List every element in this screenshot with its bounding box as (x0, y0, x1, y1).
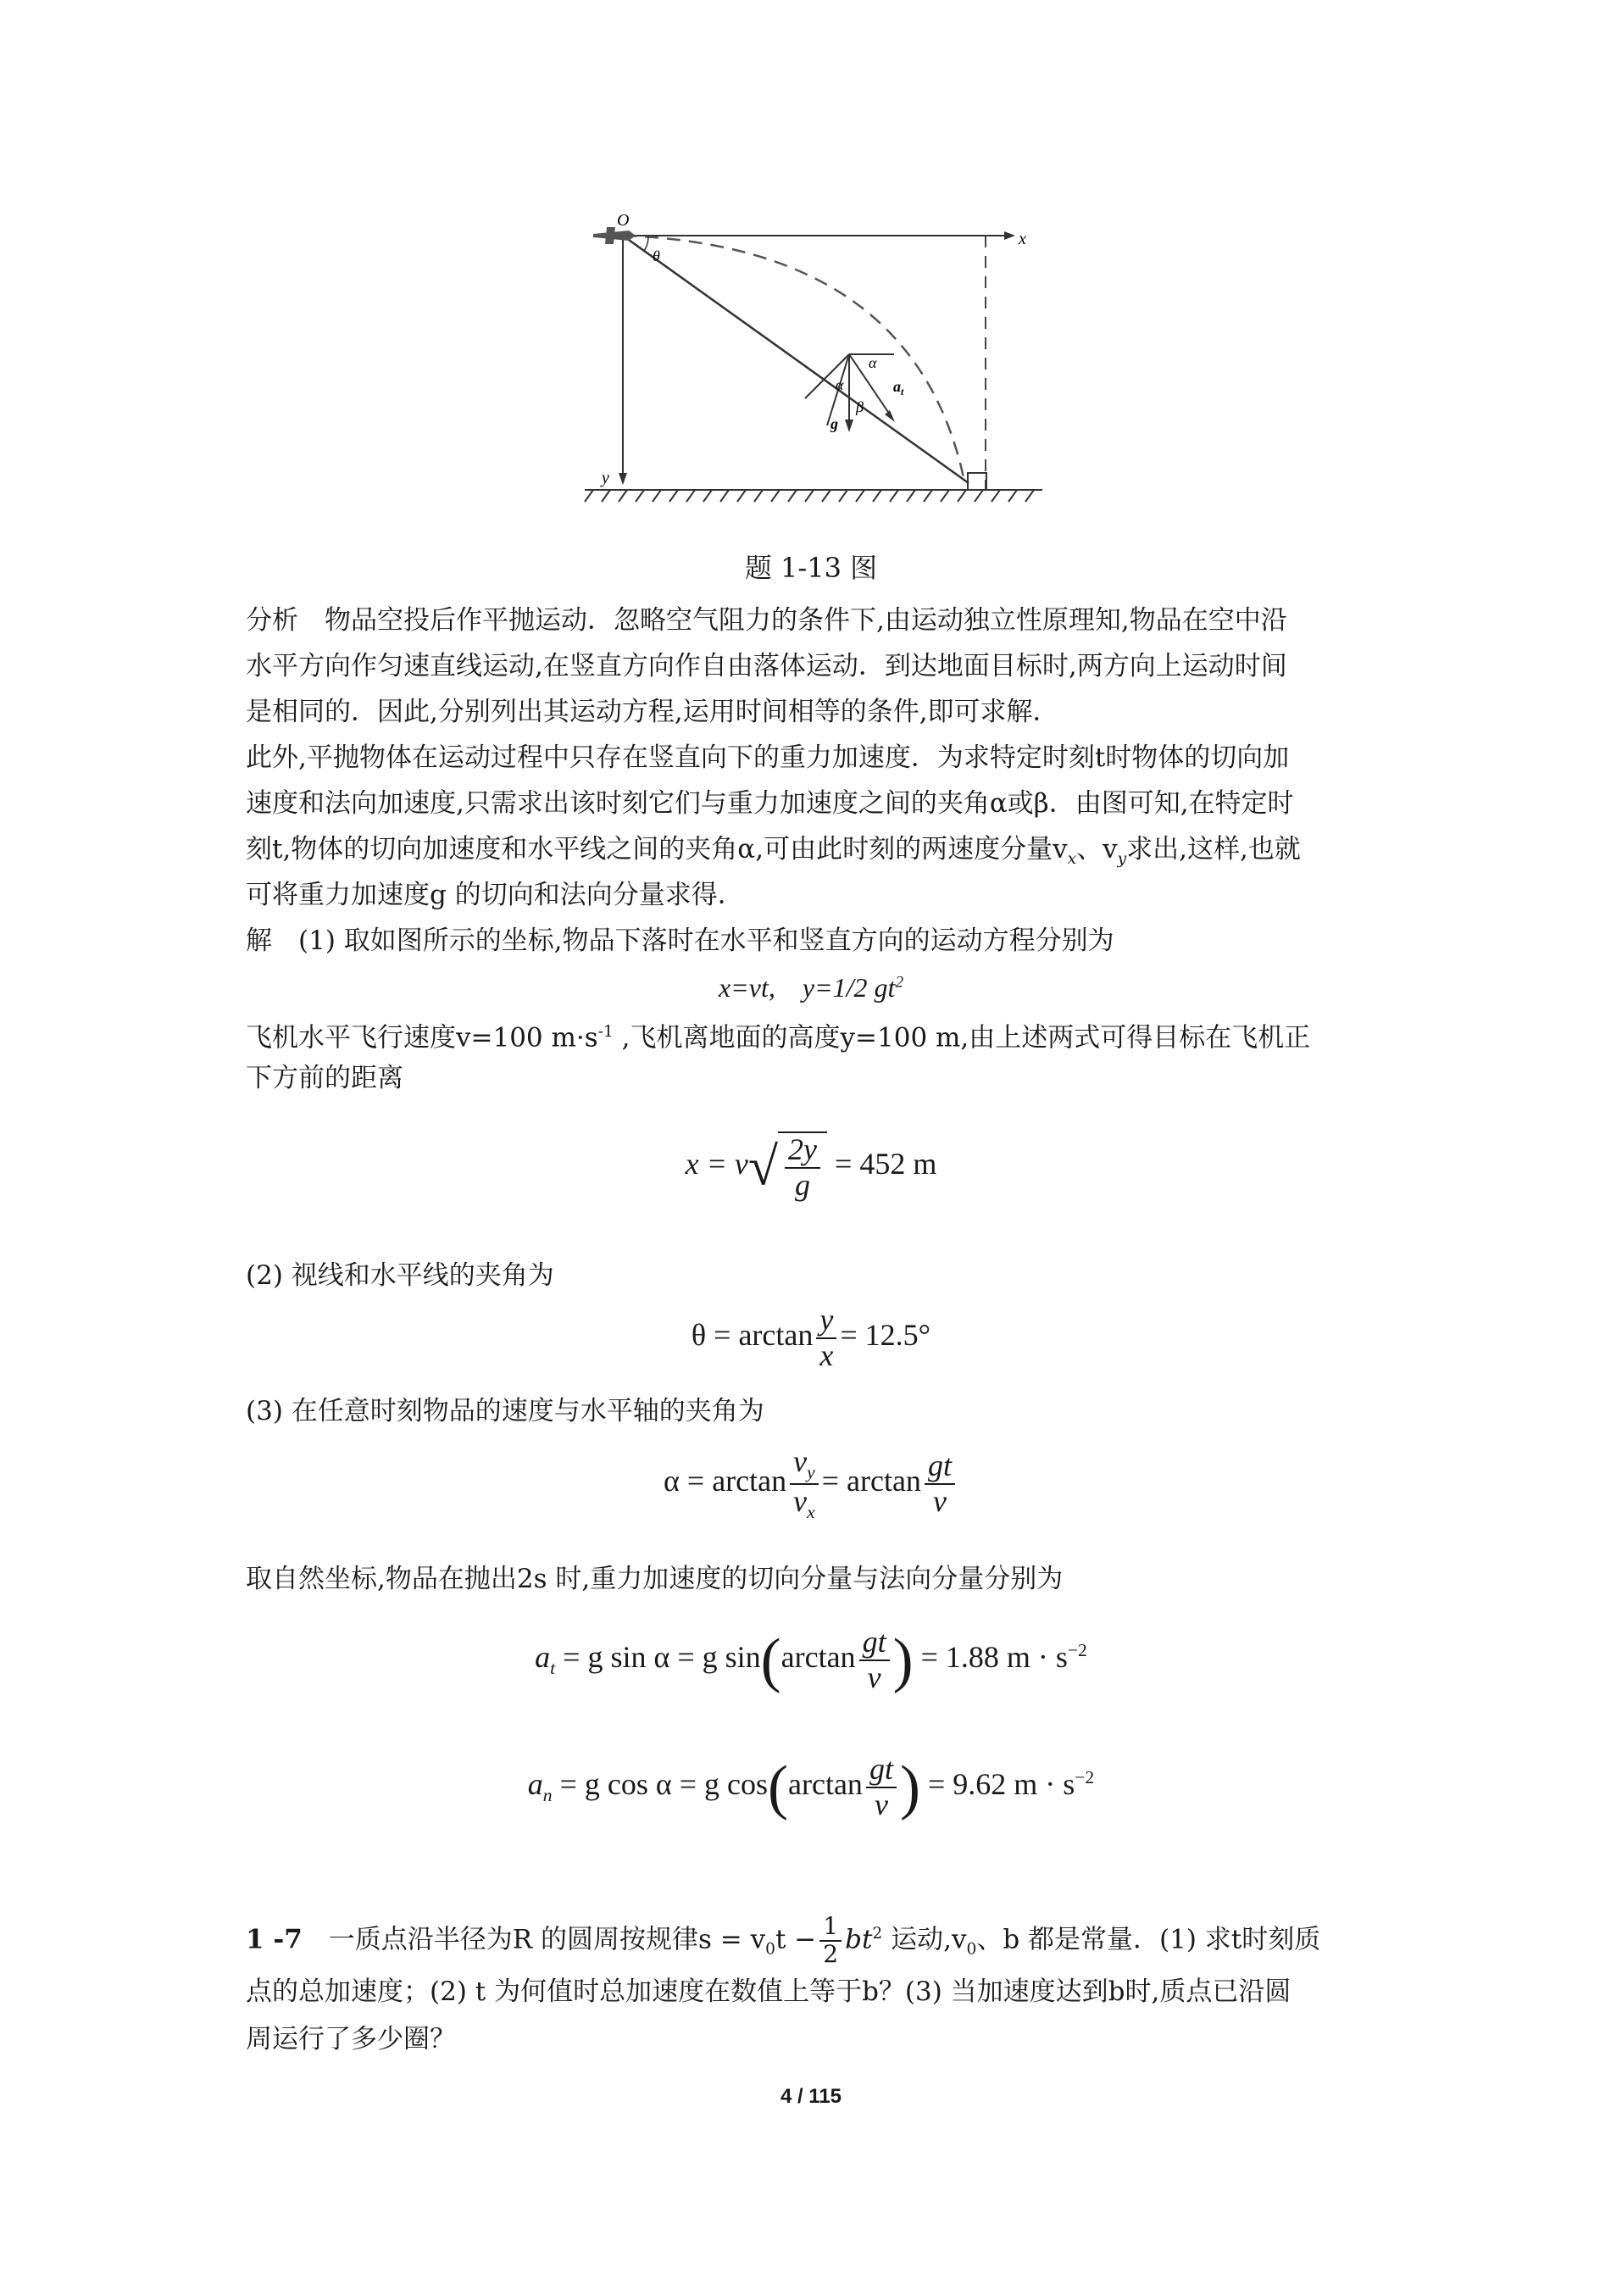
x-axis-label: x (1019, 230, 1026, 248)
analysis-line-7: 可将重力加速度g 的切向和法向分量求得． (246, 880, 744, 910)
y-axis-label: y (602, 469, 609, 487)
ground (585, 490, 1042, 502)
sight-line (623, 236, 969, 483)
given-line-2: 下方前的距离 (246, 1063, 403, 1093)
projectile-figure (576, 203, 1051, 517)
g-label: g (830, 415, 838, 432)
airplane-icon (593, 227, 636, 244)
tangential-equation: $a_t = g$ sin α = g sin(arctan $\frac{gt}{v}$ ) = 1.88 $m \cdot s^{-2}$ (535, 1625, 1087, 1694)
analysis-line-1: 分析 物品空投后作平抛运动．忽略空气阻力的条件下,由运动独立性原理知,物品在空中沿 (246, 605, 1287, 636)
motion-equation: x=vt, y=1/2 $gt^2$ (718, 972, 904, 1003)
x-axis-arrow (1004, 231, 1015, 240)
problem-line-1: 1 -7 一质点沿半径为R 的圆周按规律$s = v_0t$ − $\frac{1}{2}$ $bt^2$ 运动$,v_0$、b 都是常量．(1) 求t时刻质 (246, 1912, 1321, 1968)
theta-label: θ (653, 247, 660, 264)
y-axis-arrow (619, 473, 627, 485)
figure-caption: 题 1-13 图 (744, 552, 878, 584)
at-arrow (885, 410, 895, 422)
analysis-line-5: 速度和法向加速度,只需求出该时刻它们与重力加速度之间的夹角α或β．由图可知,在特定时 (246, 788, 1294, 819)
acceleration-vectors (805, 354, 894, 425)
analysis-line-4: 此外,平抛物体在运动过程中只存在竖直向下的重力加速度．为求特定时刻t时物体的切向加 (246, 742, 1290, 773)
solution-line-1: 解 (1) 取如图所示的坐标,物品下落时在水平和竖直方向的运动方程分别为 (246, 926, 1114, 956)
alpha-left-label: α (836, 376, 844, 393)
page-number: 4 / 115 (780, 2085, 842, 2108)
at-label: $a_t$ (893, 378, 904, 397)
alpha-equation: α = arctan $\frac{v_y}{v_x}$ = arctan $\frac{gt}{v}$ (0, 1445, 1622, 1523)
part-3-text: (3) 在任意时刻物品的速度与水平轴的夹角为 (246, 1396, 764, 1426)
problem-line-2: 点的总加速度；(2) t 为何值时总加速度在数值上等于b？(3) 当加速度达到b时,质点已沿圆 (246, 1976, 1291, 2007)
natural-coords-text: 取自然坐标,物品在抛出2s 时,重力加速度的切向分量与法向分量分别为 (246, 1564, 1064, 1594)
beta-label: β (856, 398, 864, 415)
alpha-top-label: α (869, 354, 877, 371)
normal-equation: $a_n = g$ cos α = g cos(arctan $\frac{gt}{v}$ ) = 9.62 $m \cdot s^{-2}$ (527, 1752, 1095, 1821)
problem-line-3: 周运行了多少圈？ (246, 2024, 456, 2054)
theta-arc (644, 236, 648, 251)
origin-label: O (617, 211, 630, 230)
theta-equation: θ = arctan $\frac{y}{x}$ = 12.5° (691, 1303, 931, 1372)
analysis-line-6: 刻t,物体的切向加速度和水平线之间的夹角α,可由此时刻的两速度分量$v_x$、$v_y$求出,这样,也就 (246, 834, 1301, 869)
analysis-line-2: 水平方向作匀速直线运动,在竖直方向作自由落体运动．到达地面目标时,两方向上运动时间 (246, 651, 1287, 681)
given-line-1: 飞机水平飞行速度v=100 $m\cdot s^{-1}$ ,飞机离地面的高度y=100 m,由上述两式可得目标在飞机正 (246, 1022, 1311, 1053)
part-2-text: (2) 视线和水平线的夹角为 (246, 1260, 554, 1291)
target-box (968, 473, 986, 490)
g-arrow (845, 420, 853, 432)
distance-equation: x = v√ $\frac{2y}{g}$ = 452 m (685, 1132, 937, 1202)
analysis-line-3: 是相同的．因此,分别列出其运动方程,运用时间相等的条件,即可求解． (246, 697, 1059, 727)
